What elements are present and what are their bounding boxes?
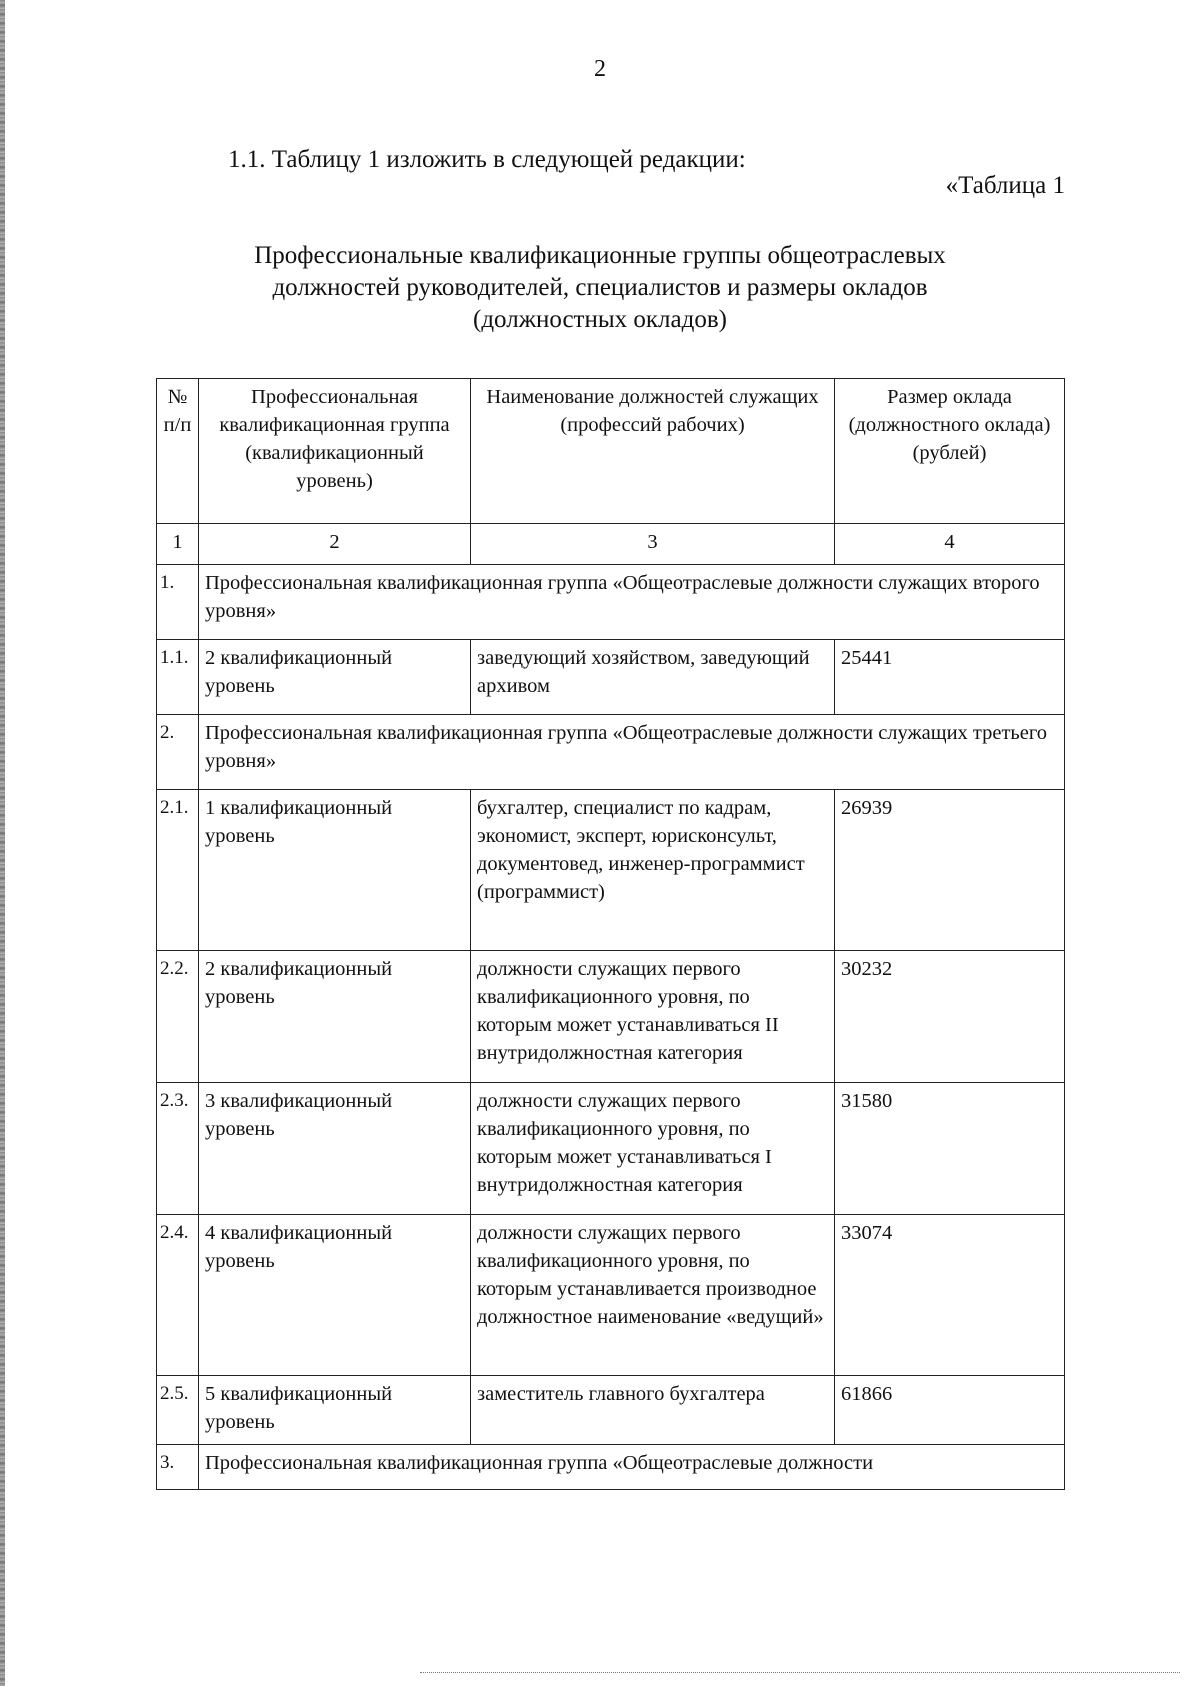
heading-line: (должностных окладов)	[473, 306, 727, 333]
row-positions: должности служащих первого квалификационного уровня, по которым может устанавливаться II внутридолжностная категория	[471, 951, 835, 1083]
column-number: 1	[157, 524, 199, 565]
intro-text: 1.1. Таблицу 1 изложить в следующей редакции:	[228, 146, 746, 173]
header-positions: Наименование должностей служащих (профессий рабочих)	[471, 379, 835, 524]
row-level: 5 квалификационный уровень	[199, 1376, 471, 1445]
row-positions: заместитель главного бухгалтера	[471, 1376, 835, 1445]
heading-line: Профессиональные квалификационные группы общеотраслевых	[254, 242, 946, 269]
row-level: 3 квалификационный уровень	[199, 1083, 471, 1215]
qualification-table	[156, 378, 1065, 1490]
group-row	[157, 1445, 1065, 1490]
column-number: 3	[471, 524, 835, 565]
row-salary: 25441	[835, 640, 1065, 715]
group-title: Профессиональная квалификационная группа «Общеотраслевые должности служащих третьего уровня»	[199, 715, 1065, 790]
header-group: Профессиональная квалификационная группа (квалификационный уровень)	[199, 379, 471, 524]
heading-line: должностей руководителей, специалистов и размеры окладов	[272, 274, 928, 301]
column-number: 2	[199, 524, 471, 565]
row-salary: 33074	[835, 1215, 1065, 1376]
group-number: 3.	[157, 1445, 199, 1490]
group-number: 2.	[157, 715, 199, 790]
row-number: 2.3.	[157, 1083, 199, 1215]
group-row	[157, 715, 1065, 790]
row-number: 2.4.	[157, 1215, 199, 1376]
table-row	[157, 790, 1065, 951]
scan-artifact	[420, 1672, 1180, 1675]
table-header-row	[157, 379, 1065, 524]
page-number: 2	[594, 56, 606, 82]
table-heading	[0, 240, 1200, 336]
table-row	[157, 640, 1065, 715]
row-number: 1.1.	[157, 640, 199, 715]
row-level: 2 квалификационный уровень	[199, 640, 471, 715]
row-positions: бухгалтер, специалист по кадрам, экономист, эксперт, юрисконсульт, документовед, инженер-программист (программист)	[471, 790, 835, 951]
row-level: 4 квалификационный уровень	[199, 1215, 471, 1376]
header-salary: Размер оклада (должностного оклада) (рублей)	[835, 379, 1065, 524]
group-row	[157, 565, 1065, 640]
group-title: Профессиональная квалификационная группа «Общеотраслевые должности служащих второго уровня»	[199, 565, 1065, 640]
row-number: 2.2.	[157, 951, 199, 1083]
column-number-row	[157, 524, 1065, 565]
table-row	[157, 951, 1065, 1083]
table-reference: «Таблица 1	[945, 172, 1065, 199]
table-row	[157, 1376, 1065, 1445]
row-positions: заведующий хозяйством, заведующий архивом	[471, 640, 835, 715]
column-number: 4	[835, 524, 1065, 565]
row-level: 1 квалификационный уровень	[199, 790, 471, 951]
row-number: 2.5.	[157, 1376, 199, 1445]
row-salary: 26939	[835, 790, 1065, 951]
row-salary: 30232	[835, 951, 1065, 1083]
header-number: № п/п	[157, 379, 199, 524]
group-number: 1.	[157, 565, 199, 640]
group-title: Профессиональная квалификационная группа «Общеотраслевые должности	[199, 1445, 1065, 1490]
row-salary: 31580	[835, 1083, 1065, 1215]
row-positions: должности служащих первого квалификационного уровня, по которым может устанавливаться I внутридолжностная категория	[471, 1083, 835, 1215]
row-level: 2 квалификационный уровень	[199, 951, 471, 1083]
table-row	[157, 1215, 1065, 1376]
row-salary: 61866	[835, 1376, 1065, 1445]
table-row	[157, 1083, 1065, 1215]
row-positions: должности служащих первого квалификационного уровня, по которым устанавливается производное должностное наименование «ведущий»	[471, 1215, 835, 1376]
row-number: 2.1.	[157, 790, 199, 951]
